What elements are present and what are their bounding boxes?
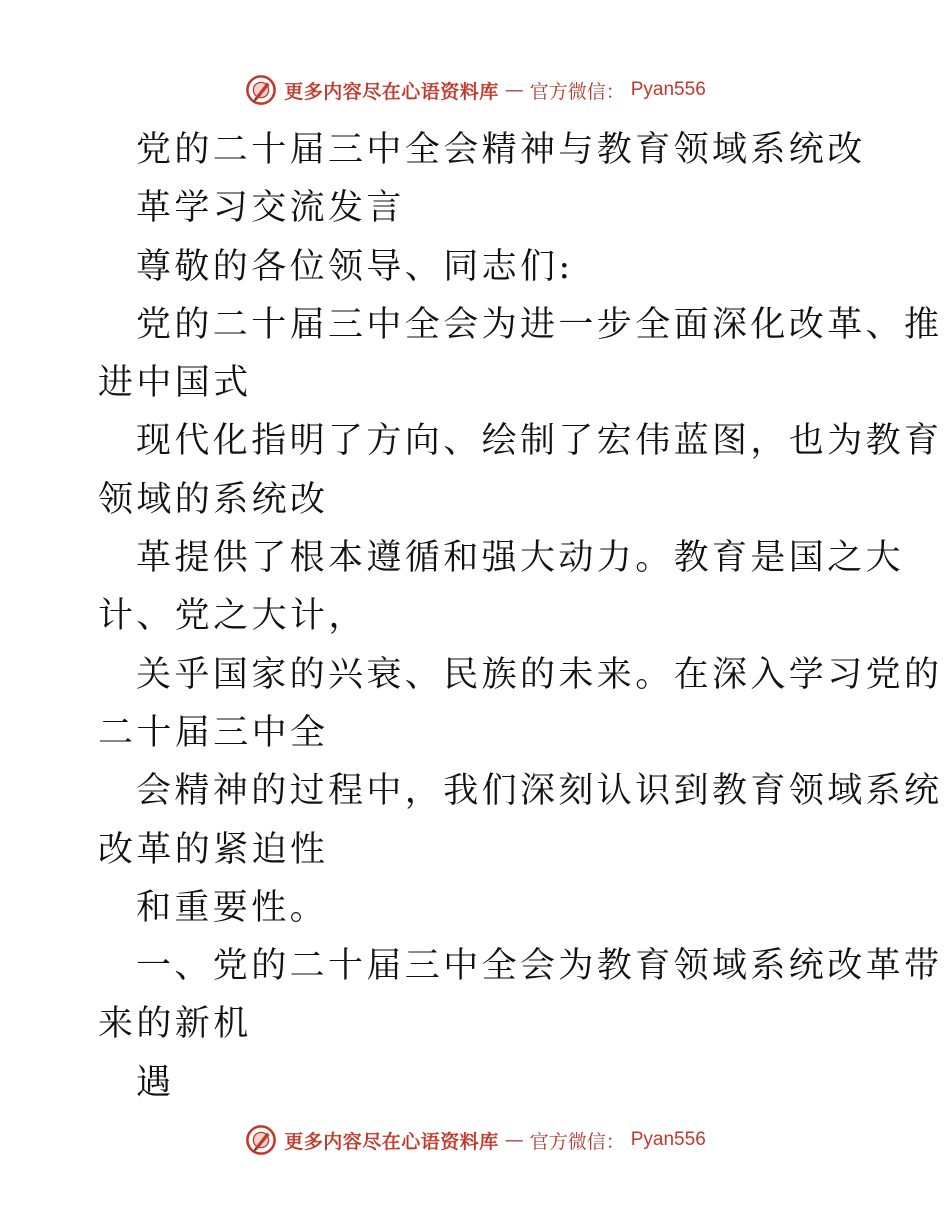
paragraph-line: 二十届三中全 — [98, 712, 329, 753]
banner-wechat-id: Pyan556 — [630, 79, 706, 100]
header-banner — [0, 70, 950, 110]
paragraph-line: 领域的系统改 — [98, 479, 329, 520]
banner-separator: — — [504, 79, 524, 101]
banner-wechat-label: 官方微信： — [529, 80, 625, 103]
paragraph-line: 改革的紧迫性 — [98, 829, 329, 870]
paragraph-line: 会精神的过程中，我们深刻认识到教育领域系统 — [136, 771, 943, 812]
paragraph-line: 现代化指明了方向、绘制了宏伟蓝图，也为教育 — [136, 421, 943, 462]
section-heading-line: 遇 — [136, 1062, 175, 1103]
title-line: 党的二十届三中全会精神与教育领域系统改 — [136, 130, 866, 170]
paragraph-line: 计、党之大计， — [98, 596, 367, 637]
paragraph-line: 关乎国家的兴衰、民族的未来。在深入学习党的 — [136, 654, 943, 695]
paragraph-line: 党的二十届三中全会为进一步全面深化改革、推 — [136, 304, 943, 345]
document-body — [98, 121, 943, 1112]
title-line: 革学习交流发言 — [136, 188, 405, 229]
pen-nib-logo-icon — [244, 73, 278, 107]
paragraph-line: 进中国式 — [98, 363, 252, 404]
footer-banner — [0, 1120, 950, 1160]
paragraph-line: 和重要性。 — [136, 887, 329, 928]
paragraph-line: 革提供了根本遵循和强大动力。教育是国之大 — [136, 538, 905, 579]
banner-brand-text: 更多内容尽在心语资料库 — [284, 80, 499, 103]
section-heading-line: 一、党的二十届三中全会为教育领域系统改革带 — [136, 946, 943, 987]
banner-brand-text: 更多内容尽在心语资料库 — [284, 1130, 499, 1153]
section-heading-line: 来的新机 — [98, 1004, 252, 1045]
banner-separator: — — [504, 1129, 524, 1151]
banner-wechat-id: Pyan556 — [630, 1129, 706, 1150]
salutation: 尊敬的各位领导、同志们: — [136, 246, 574, 287]
banner-wechat-label: 官方微信： — [529, 1130, 625, 1153]
pen-nib-logo-icon — [244, 1123, 278, 1157]
